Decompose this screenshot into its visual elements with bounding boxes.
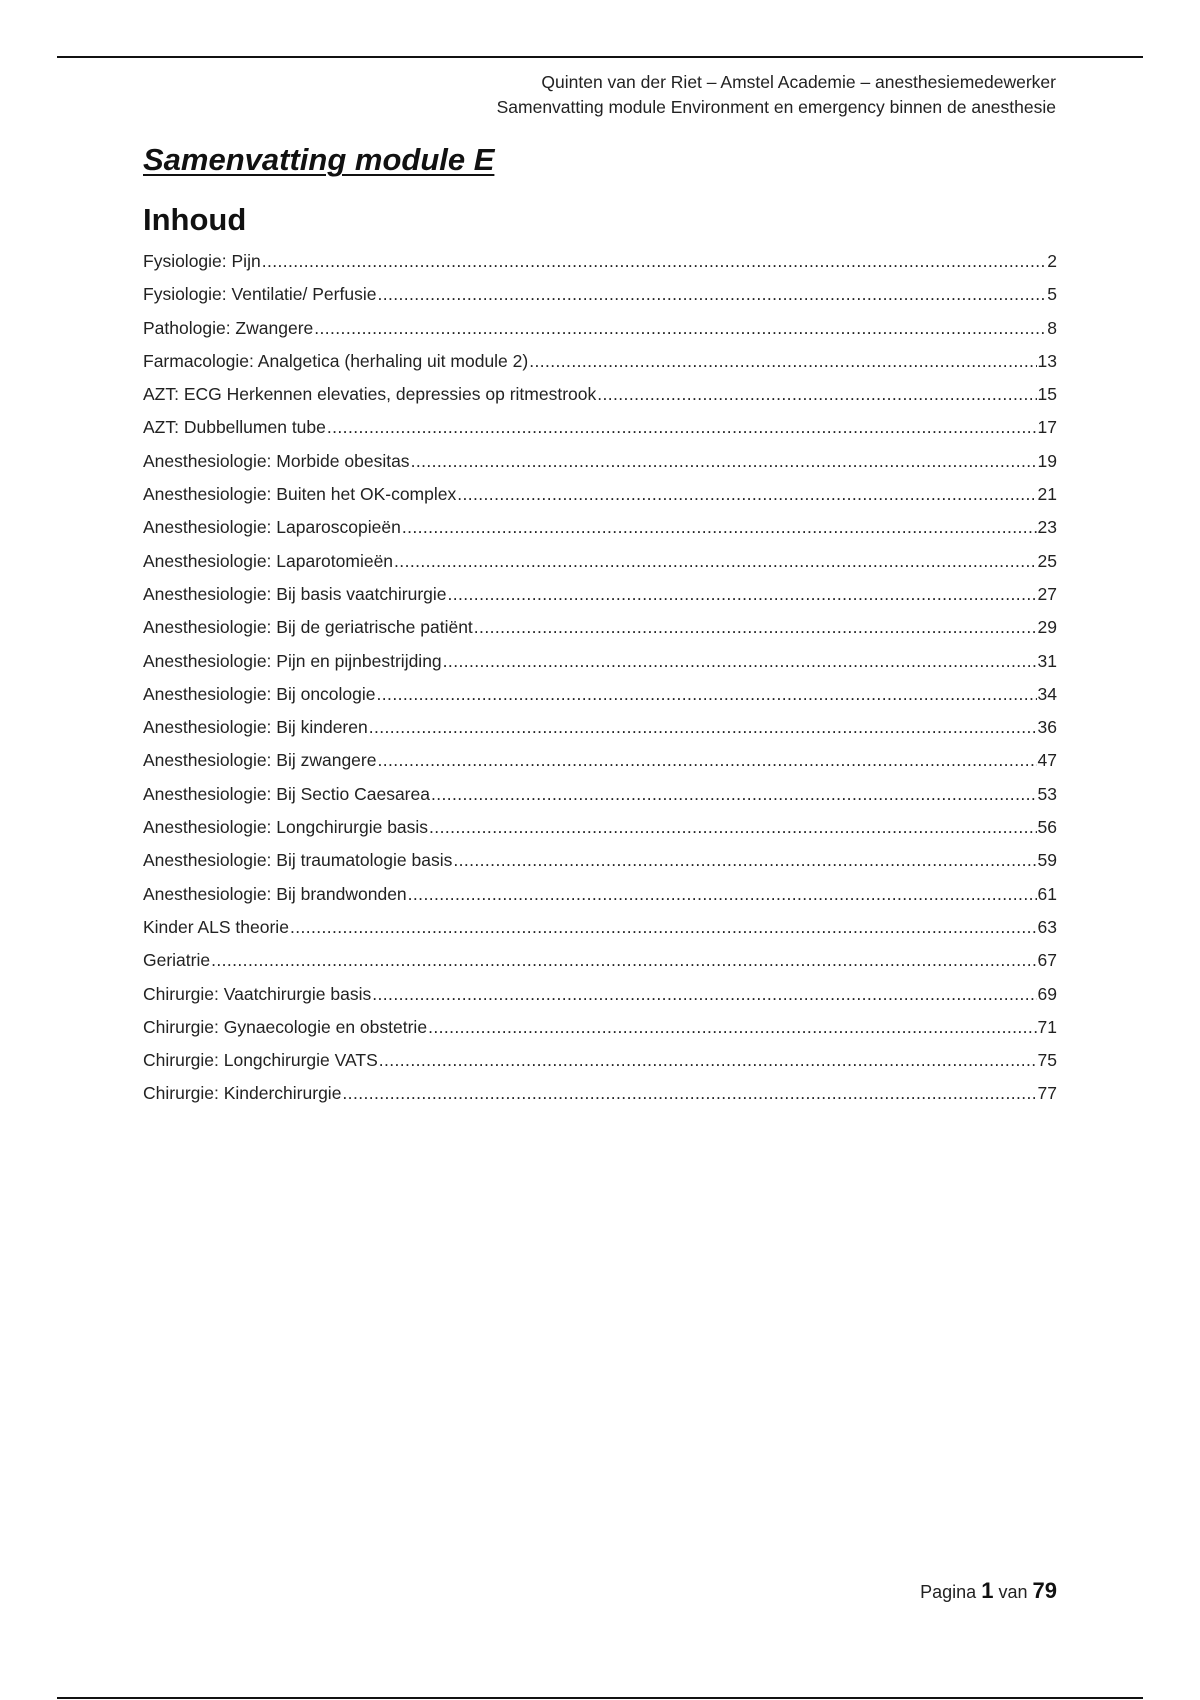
- toc-entry-page: 75: [1037, 1050, 1057, 1071]
- header-line-module: Samenvatting module Environment en emergency binnen de anesthesie: [496, 97, 1056, 117]
- toc-dot-leader: [411, 451, 1037, 472]
- toc-entry-title: Anesthesiologie: Bij de geriatrische patiënt: [143, 617, 473, 638]
- toc-entry[interactable]: [143, 950, 1057, 983]
- toc-dot-leader: [457, 484, 1036, 505]
- toc-entry[interactable]: [143, 417, 1057, 450]
- toc-entry[interactable]: [143, 251, 1057, 284]
- footer-rule: [57, 1697, 1143, 1699]
- toc-entry-title: Anesthesiologie: Longchirurgie basis: [143, 817, 429, 838]
- toc-entry-page: 77: [1037, 1083, 1057, 1104]
- toc-dot-leader: [453, 850, 1036, 871]
- toc-entry-page: 53: [1037, 783, 1057, 804]
- toc-entry[interactable]: [143, 318, 1057, 351]
- toc-dot-leader: [377, 284, 1046, 305]
- toc-entry-title: Anesthesiologie: Bij Sectio Caesarea: [143, 783, 430, 804]
- toc-entry-title: AZT: Dubbellumen tube: [143, 417, 326, 438]
- toc-entry[interactable]: [143, 750, 1057, 783]
- toc-entry-page: 69: [1037, 983, 1057, 1004]
- toc-entry[interactable]: [143, 1050, 1057, 1083]
- toc-entry[interactable]: [143, 451, 1057, 484]
- toc-entry-title: Anesthesiologie: Bij brandwonden: [143, 883, 407, 904]
- toc-entry-page: 34: [1037, 683, 1057, 704]
- footer-middle: van: [998, 1582, 1028, 1602]
- toc-dot-leader: [428, 1017, 1036, 1038]
- toc-entry-page: 8: [1047, 317, 1057, 338]
- toc-entry-title: Geriatrie: [143, 950, 211, 971]
- toc-dot-leader: [377, 750, 1036, 771]
- toc-entry-title: Anesthesiologie: Laparotomieën: [143, 550, 394, 571]
- toc-dot-leader: [377, 684, 1037, 705]
- toc-dot-leader: [408, 884, 1037, 905]
- current-page-number: 1: [981, 1578, 994, 1603]
- toc-entry[interactable]: [143, 651, 1057, 684]
- toc-entry-title: Anesthesiologie: Buiten het OK-complex: [143, 484, 457, 505]
- toc-entry-page: 71: [1037, 1016, 1057, 1037]
- toc-entry[interactable]: [143, 884, 1057, 917]
- toc-entry-page: 59: [1037, 850, 1057, 871]
- toc-entry-title: AZT: ECG Herkennen elevaties, depressies op ritmestrook: [143, 384, 597, 405]
- running-header: [497, 70, 1056, 120]
- toc-entry-page: 56: [1037, 817, 1057, 838]
- toc-entry[interactable]: [143, 584, 1057, 617]
- toc-entry-page: 2: [1047, 251, 1057, 271]
- toc-dot-leader: [290, 917, 1037, 938]
- toc-dot-leader: [262, 251, 1047, 272]
- toc-entry[interactable]: [143, 817, 1057, 850]
- toc-entry-title: Chirurgie: Kinderchirurgie: [143, 1083, 342, 1104]
- toc-entry-page: 61: [1037, 883, 1057, 904]
- toc-entry[interactable]: [143, 517, 1057, 550]
- toc-entry-title: Chirurgie: Longchirurgie VATS: [143, 1050, 378, 1071]
- toc-entry-page: 29: [1037, 617, 1057, 638]
- toc-entry-title: Anesthesiologie: Bij zwangere: [143, 750, 377, 771]
- toc-entry[interactable]: [143, 484, 1057, 517]
- toc-entry-title: Fysiologie: Pijn: [143, 251, 261, 271]
- toc-dot-leader: [211, 950, 1036, 971]
- toc-entry[interactable]: [143, 1017, 1057, 1050]
- toc-entry-page: 13: [1037, 350, 1057, 371]
- document-title: Samenvatting module E: [143, 142, 495, 177]
- toc-entry-page: 36: [1037, 717, 1057, 738]
- header-rule: [57, 56, 1143, 58]
- toc-entry[interactable]: [143, 917, 1057, 950]
- toc-entry[interactable]: [143, 551, 1057, 584]
- toc-entry-page: 5: [1047, 284, 1057, 305]
- toc-entry-page: 27: [1037, 583, 1057, 604]
- toc-dot-leader: [314, 318, 1046, 339]
- toc-entry-title: Anesthesiologie: Laparoscopieën: [143, 517, 401, 538]
- toc-entry[interactable]: [143, 684, 1057, 717]
- toc-entry-page: 63: [1037, 916, 1057, 937]
- footer-prefix: Pagina: [920, 1582, 977, 1602]
- toc-entry[interactable]: [143, 284, 1057, 317]
- toc-entry-page: 17: [1037, 417, 1057, 438]
- toc-entry-title: Kinder ALS theorie: [143, 916, 289, 937]
- table-of-contents: [143, 251, 1057, 1117]
- toc-entry[interactable]: [143, 351, 1057, 384]
- toc-dot-leader: [379, 1050, 1037, 1071]
- toc-entry-page: 31: [1037, 650, 1057, 671]
- toc-entry-page: 21: [1037, 484, 1057, 505]
- toc-entry-page: 19: [1037, 450, 1057, 471]
- toc-dot-leader: [529, 351, 1036, 372]
- toc-entry-page: 15: [1037, 384, 1057, 405]
- toc-dot-leader: [474, 617, 1037, 638]
- toc-entry-title: Anesthesiologie: Bij basis vaatchirurgie: [143, 583, 447, 604]
- toc-entry-page: 47: [1037, 750, 1057, 771]
- page-number-footer: [920, 1578, 1057, 1604]
- toc-entry[interactable]: [143, 384, 1057, 417]
- toc-entry-title: Anesthesiologie: Bij kinderen: [143, 717, 368, 738]
- toc-heading: Inhoud: [143, 202, 247, 237]
- toc-entry-title: Anesthesiologie: Bij traumatologie basis: [143, 850, 453, 871]
- toc-dot-leader: [327, 417, 1037, 438]
- total-pages-number: 79: [1032, 1578, 1057, 1603]
- toc-entry[interactable]: [143, 850, 1057, 883]
- toc-entry-title: Pathologie: Zwangere: [143, 317, 314, 338]
- toc-entry-title: Chirurgie: Vaatchirurgie basis: [143, 983, 372, 1004]
- toc-dot-leader: [429, 817, 1036, 838]
- toc-dot-leader: [369, 717, 1037, 738]
- toc-dot-leader: [342, 1083, 1036, 1104]
- toc-entry-title: Chirurgie: Gynaecologie en obstetrie: [143, 1016, 428, 1037]
- toc-dot-leader: [402, 517, 1037, 538]
- toc-entry-title: Anesthesiologie: Pijn en pijnbestrijding: [143, 650, 442, 671]
- toc-entry[interactable]: [143, 717, 1057, 750]
- toc-dot-leader: [448, 584, 1037, 605]
- toc-entry-page: 67: [1037, 950, 1057, 971]
- toc-dot-leader: [394, 551, 1036, 572]
- toc-dot-leader: [372, 984, 1036, 1005]
- toc-entry-page: 25: [1037, 550, 1057, 571]
- toc-entry-title: Anesthesiologie: Bij oncologie: [143, 683, 376, 704]
- toc-entry[interactable]: [143, 617, 1057, 650]
- toc-entry-title: Anesthesiologie: Morbide obesitas: [143, 450, 410, 471]
- toc-entry[interactable]: [143, 784, 1057, 817]
- toc-dot-leader: [443, 651, 1037, 672]
- toc-dot-leader: [431, 784, 1037, 805]
- toc-dot-leader: [597, 384, 1036, 405]
- toc-entry[interactable]: [143, 984, 1057, 1017]
- toc-entry-page: 23: [1037, 517, 1057, 538]
- toc-entry-title: Farmacologie: Analgetica (herhaling uit module 2): [143, 350, 529, 371]
- header-line-author: Quinten van der Riet – Amstel Academie – anesthesiemedewerker: [541, 72, 1056, 92]
- toc-entry[interactable]: [143, 1083, 1057, 1116]
- toc-entry-title: Fysiologie: Ventilatie/ Perfusie: [143, 284, 377, 305]
